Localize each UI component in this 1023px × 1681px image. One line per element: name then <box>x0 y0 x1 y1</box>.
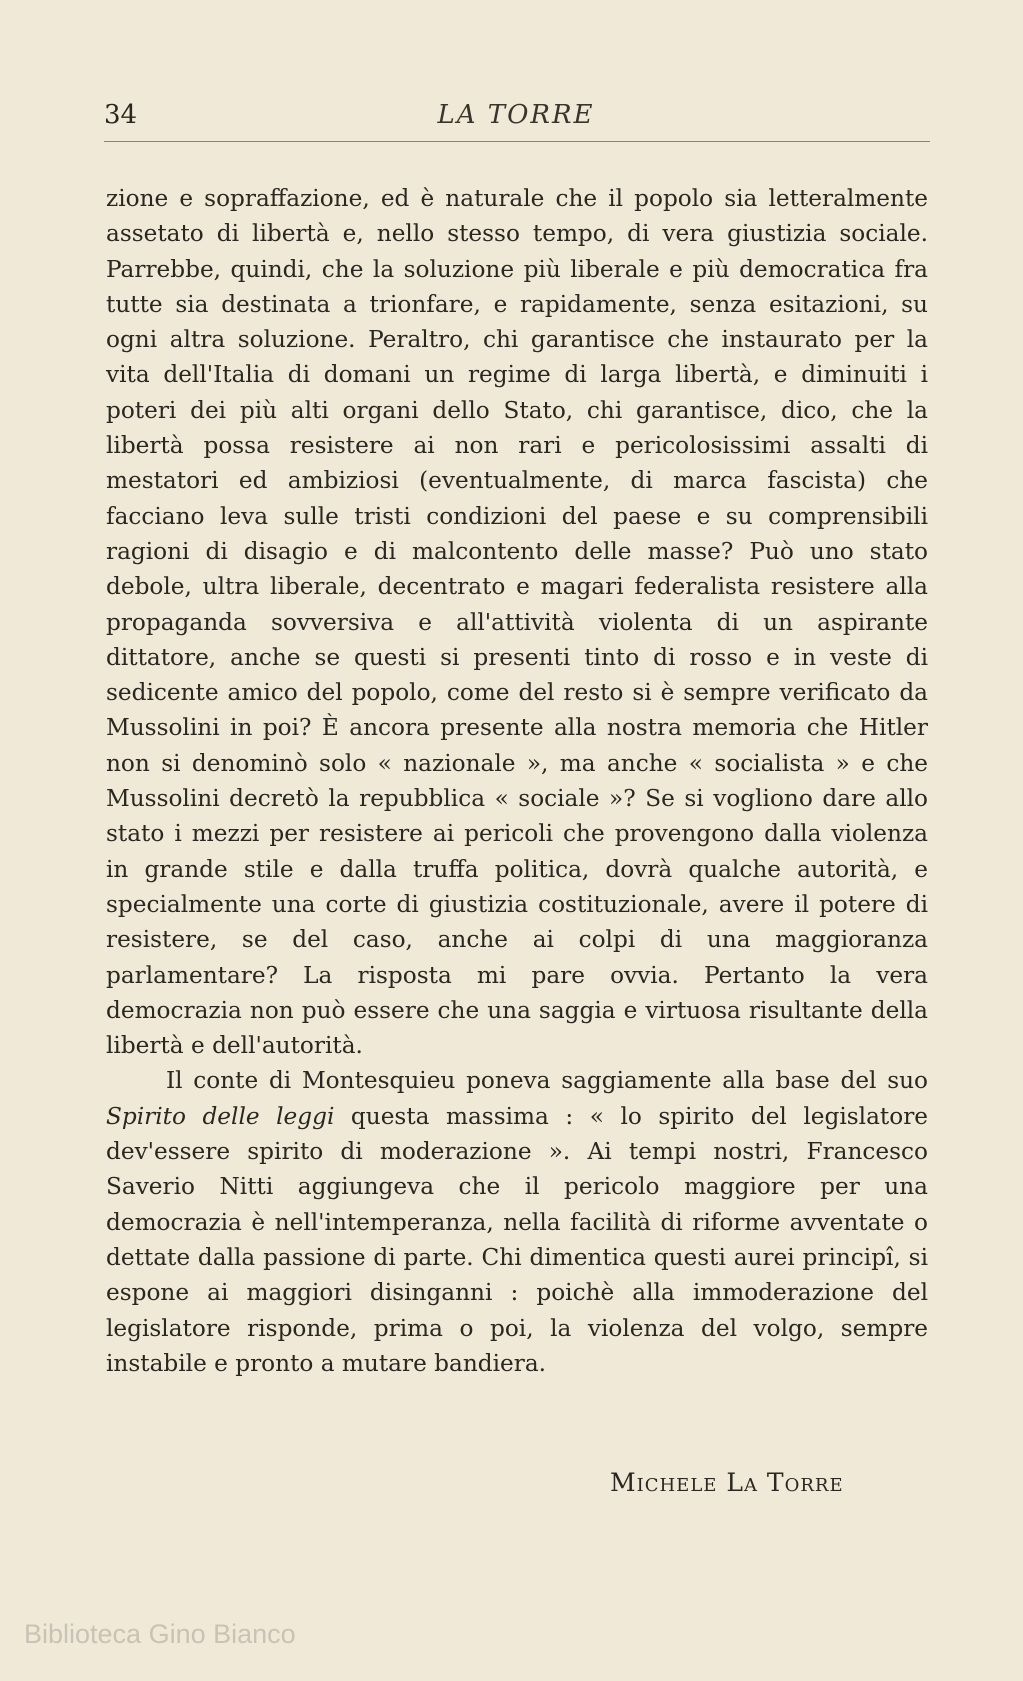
article-body <box>106 181 928 1381</box>
paragraph-1 <box>106 181 928 1063</box>
page-number: 34 <box>104 100 138 130</box>
library-watermark: Biblioteca Gino Bianco <box>24 1619 296 1649</box>
running-title: LA TORRE <box>437 100 595 130</box>
paragraph-2-text-start: Il conte di Montesquieu poneva saggiamente alla base del suo <box>166 1067 928 1095</box>
page-header <box>104 100 928 140</box>
header-divider <box>104 141 930 142</box>
author-signature: Michele La Torre <box>610 1468 844 1497</box>
book-title: Spirito delle leggi <box>106 1102 335 1130</box>
paragraph-2 <box>106 1063 928 1381</box>
paragraph-2-text-end: questa massima : « lo spirito del legislatore dev'essere spirito di moderazione ». Ai tempi nostri, Francesco Saverio Nitti aggiungeva che il pericolo maggiore per una democrazia è nell'intemperanza, nella facilità di riforme avventate o dettate dalla passione di parte. Chi dimentica questi aurei principî, si espone ai maggiori disinganni : poichè alla immoderazione del legislatore risponde, prima o poi, la violenza del volgo, sempre instabile e pronto a mutare bandiera. <box>106 1102 928 1377</box>
paragraph-1-text: zione e sopraffazione, ed è naturale che il popolo sia letteralmente assetato di libertà e, nello stesso tempo, di vera giustizia sociale. Parrebbe, quindi, che la soluzione più liberale e più democratica fra tutte sia destinata a trionfare, e rapidamente, senza esitazioni, su ogni altra soluzione. Peraltro, chi garantisce che instaurato per la vita dell'Italia di domani un regime di larga libertà, e diminuiti i poteri dei più alti organi dello Stato, chi garantisce, dico, che la libertà possa resistere ai non rari e pericolosissimi assalti di mestatori ed ambiziosi (eventualmente, di marca fascista) che facciano leva sulle tristi condizioni del paese e su comprensibili ragioni di disagio e di malcontento delle masse? Può uno stato debole, ultra liberale, decentrato e magari federalista resistere alla propaganda sovversiva e all'attività violenta di un aspirante dittatore, anche se questi si presenti tinto di rosso e in veste di sedicente amico del popolo, come del resto si è sempre verificato da Mussolini in poi? È ancora presente alla nostra memoria che Hitler non si denominò solo « nazionale », ma anche « socialista » e che Mussolini decretò la repubblica « sociale »? Se si vogliono dare allo stato i mezzi per resistere ai pericoli che provengono dalla violenza in grande stile e dalla truffa politica, dovrà qualche autorità, e specialmente una corte di giustizia costituzionale, avere il potere di resistere, se del caso, anche ai colpi di una maggioranza parlamentare? La risposta mi pare ovvia. Pertanto la vera democrazia non può essere che una saggia e virtuosa risultante della libertà e dell'autorità. <box>106 185 928 1060</box>
